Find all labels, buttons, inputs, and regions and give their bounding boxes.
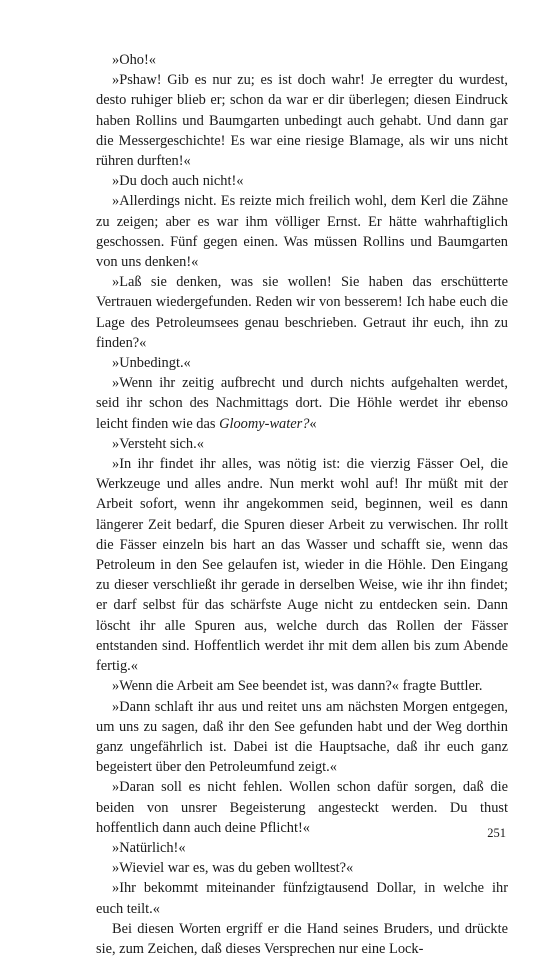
paragraph-4: »Allerdings nicht. Es reizte mich freilich wohl, dem Kerl die Zähne zu zeigen; aber es war ihm völliger Ernst. Er hätte wahrhaftiglich geschossen. Fünf gegen einen. Was müssen Rollins und Baumgarten von uns denken!« — [96, 193, 508, 271]
paragraph-15: »Ihr bekommt miteinander fünfzigtausend Dollar, in welche ihr euch teilt.« — [96, 880, 508, 917]
paragraph-5: »Laß sie denken, was sie wollen! Sie haben das erschütterte Vertrauen wiedergefunden. Reden wir von besserem! Ich habe euch die Lage des Petroleumsees genau beschrieben. Getraut ihr euch, ihn zu finden?« — [96, 274, 508, 351]
paragraph-7-text: »Wenn ihr zeitig aufbrecht und durch nichts aufgehalten werdet, seid ihr schon des Nachmittags dort. Die Höhle werdet ihr ebenso leicht finden wie das — [96, 375, 508, 432]
paragraph-1: »Oho!« — [112, 52, 156, 68]
paragraph-7 — [96, 373, 508, 434]
page-number: 251 — [487, 826, 506, 840]
paragraph-8: »Versteht sich.« — [112, 435, 204, 452]
body-text — [96, 50, 508, 959]
paragraph-6: »Unbedingt.« — [112, 355, 191, 372]
paragraph-9: »In ihr findet ihr alles, was nötig ist: die vierzig Fässer Oel, die Werkzeuge und alles andre. Nun merkt wohl auf! Ihr müßt mit der Arbeit sofort, wenn ihr angekommen seid, beginnen, weil es dann längerer Zeit bedarf, die Spuren dieser Arbeit zu verwischen. Ihr rollt die Fässer einzeln bis hart an das Wasser und schafft sie, wenn das Petroleum in den See gelaufen ist, wieder in die Höhle. Den Eingang zu dieser verschließt ihr gerade in derselben Weise, wie ihr ihn findet; er darf selbst für das schärfste Auge nicht zu entdecken sein. Dann löscht ihr alle Spuren aus, welche durch das Rollen der Fässer entstanden sind. Hoffentlich werdet ihr mit dem allen bis zum Abende fertig.« — [96, 456, 508, 675]
paragraph-14: »Wieviel war es, was du geben wolltest?« — [112, 860, 354, 877]
paragraph-3: »Du doch auch nicht!« — [112, 173, 244, 190]
paragraph-11: »Dann schlaft ihr aus und reitet uns am nächsten Morgen entgegen, um uns zu sagen, daß ihr den See gefunden habt und der Weg dorthin ganz ungefährlich ist. Dabei ist die Hauptsache, daß ihr euch ganz begeistert über den Petroleumfund zeigt.« — [96, 698, 508, 776]
paragraph-10: »Wenn die Arbeit am See beendet ist, was dann?« fragte Buttler. — [112, 678, 483, 695]
paragraph-2: »Pshaw! Gib es nur zu; es ist doch wahr! Je erregter du wurdest, desto ruhiger blieb er; schon da war er dir überlegen; diesen Eindruck haben Rollins und Baumgarten unbedingt auch gehabt. Und dann gar die Messergeschichte! Es war eine riesige Blamage, als wir uns nicht rühren durften!« — [96, 72, 508, 170]
paragraph-16: Bei diesen Worten ergriff er die Hand seines Bruders, und drückte sie, zum Zeichen, daß dieses Versprechen nur eine Lock- — [96, 920, 508, 957]
paragraph-12: »Daran soll es nicht fehlen. Wollen schon dafür sorgen, daß die beiden von unsrer Begeisterung angesteckt werden. Du thust hoffentlich dann auch deine Pflicht!« — [96, 779, 508, 836]
paragraph-13: »Natürlich!« — [112, 839, 186, 856]
paragraph-7-italic: Gloomy-water? — [219, 415, 310, 432]
paragraph-7-end: « — [309, 415, 317, 432]
